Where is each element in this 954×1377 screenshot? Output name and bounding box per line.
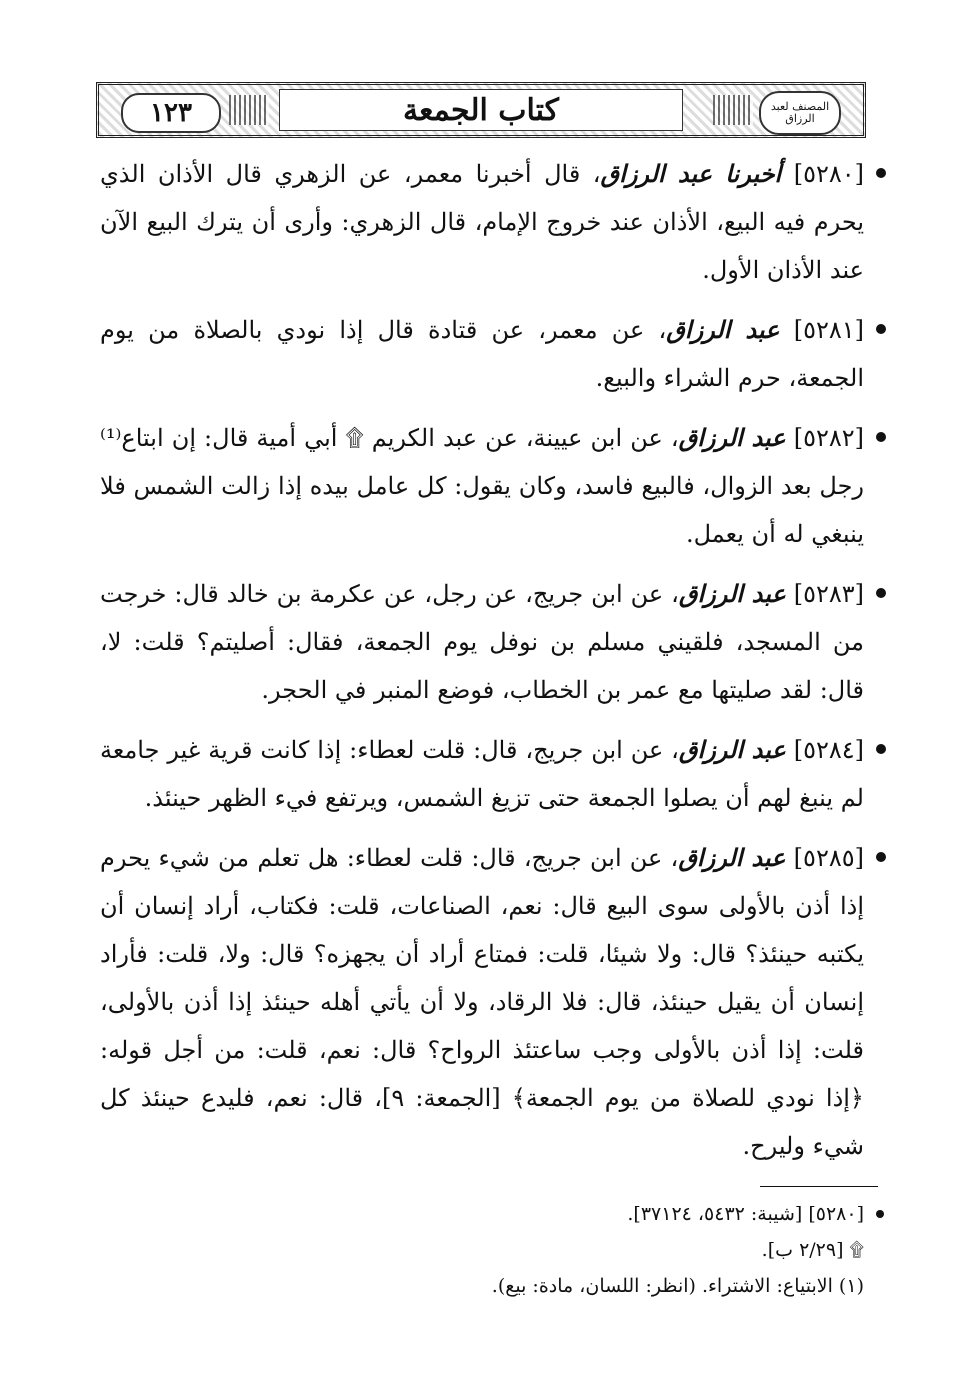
title-cartouche [279,89,683,131]
hadith-entry [100,414,878,558]
page-number-badge [121,93,221,133]
chapter-title: كتاب الجمعة [403,92,559,128]
hadith-text: ، عن ابن عيينة، عن عبد الكريم ۩ أبي أمية قال: إن ابتاع⁽¹⁾ رجل بعد الزوال، فالبيع فاسد، وكان يقول: كل عامل بيده إذا زالت الشمس فلا ينبغي له أن يعمل. [100,424,864,548]
bullet-icon [876,324,886,334]
footnote-reference [178,1196,878,1232]
hadith-source: عبد الرزاق [678,423,786,452]
book-logo-text: المصنف لعبد الرزاق [770,100,830,125]
page-header [96,82,866,138]
hadith-number: [٥٢٨٥] [793,844,864,872]
hadith-source: عبد الرزاق [678,735,786,764]
footnote-text: [٥٢٨٠] [شيبة: ٥٤٣٢، ٣٧١٢٤]. [627,1203,864,1225]
footnote-text: (١) الابتياع: الاشتراء. (انظر: اللسان، مادة: بيع). [491,1275,864,1297]
hadith-entry [100,150,878,294]
hadith-text: ، عن ابن جريج، قال: قلت لعطاء: هل تعلم من شيء يحرم إذا أذن بالأولى سوى البيع قال: نعم، الصناعات، قلت: فكتاب، أراد إنسان أن يكتبه حينئذ؟ قال: ولا شيئا، قلت: فمتاع أراد أن يجهزه؟ قال: ولا، قلت: فأراد إنسان أن يقيل حينئذ، قال: فلا الرقاد، ولا أن يأتي أهله حينئذ إذا أذن بالأولى، قلت: إذا أذن بالأولى وجب ساعتئذ الرواح؟ قال: نعم، قلت: من أجل قوله: ﴿إذا نودي للصلاة من يوم الجمعة﴾ [الجمعة: ٩]، قال: نعم، فليدع حينئذ كل شيء وليرح. [100,844,865,1160]
hadith-source: أخبرنا عبد الرزاق [600,159,782,188]
hadith-number: [٥٢٨٢] [793,424,864,452]
hadith-entry [100,306,878,402]
footnote-gloss [178,1268,878,1304]
bullet-icon [876,852,886,862]
hadith-entry [100,726,878,822]
hadith-source: عبد الرزاق [666,315,780,344]
hadith-text: ، عن معمر، عن قتادة قال إذا نودي بالصلاة من يوم الجمعة، حرم الشراء والبيع. [100,316,864,392]
bullet-icon [876,744,886,754]
hadith-source: عبد الرزاق [678,843,786,872]
footnote-divider [760,1186,878,1187]
hadith-number: [٥٢٨١] [793,316,864,344]
hadith-number: [٥٢٨٣] [793,580,864,608]
bullet-icon [876,168,886,178]
footnotes [178,1196,878,1304]
ornament-right-icon [713,95,753,125]
hadith-text: ، عن ابن جريج، قال: قلت لعطاء: إذا كانت قرية غير جامعة لم ينبغ لهم أن يصلوا الجمعة حتى تزيغ الشمس، ويرتفع فيء الظهر حينئذ. [100,736,864,812]
hadith-text: ، عن ابن جريج، عن رجل، عن عكرمة بن خالد قال: خرجت من المسجد، فلقيني مسلم بن نوفل يوم الجمعة، فقال: أصليتم؟ قلت: لا، قال: لقد صليتها مع عمر بن الخطاب، فوضع المنبر في الحجر. [100,580,864,704]
hadith-entry [100,570,878,714]
hadith-number: [٥٢٨٠] [793,160,864,188]
footnote-manuscript [178,1232,878,1268]
book-logo [759,91,841,135]
hadith-text: ، قال أخبرنا معمر، عن الزهري قال الأذان الذي يحرم فيه البيع، الأذان عند خروج الإمام، قال الزهري: وأرى أن يترك البيع الآن عند الأذان الأول. [100,160,864,284]
hadith-number: [٥٢٨٤] [793,736,864,764]
footnote-text: ۩ [٢/٢٩ ب]. [761,1239,864,1261]
bullet-icon [876,1210,884,1218]
bullet-icon [876,432,886,442]
page-number: ١٢٣ [150,98,192,128]
hadith-entry [100,834,878,1170]
hadith-source: عبد الرزاق [678,579,786,608]
bullet-icon [876,588,886,598]
ornament-left-icon [229,95,269,125]
page-body [100,150,878,1182]
